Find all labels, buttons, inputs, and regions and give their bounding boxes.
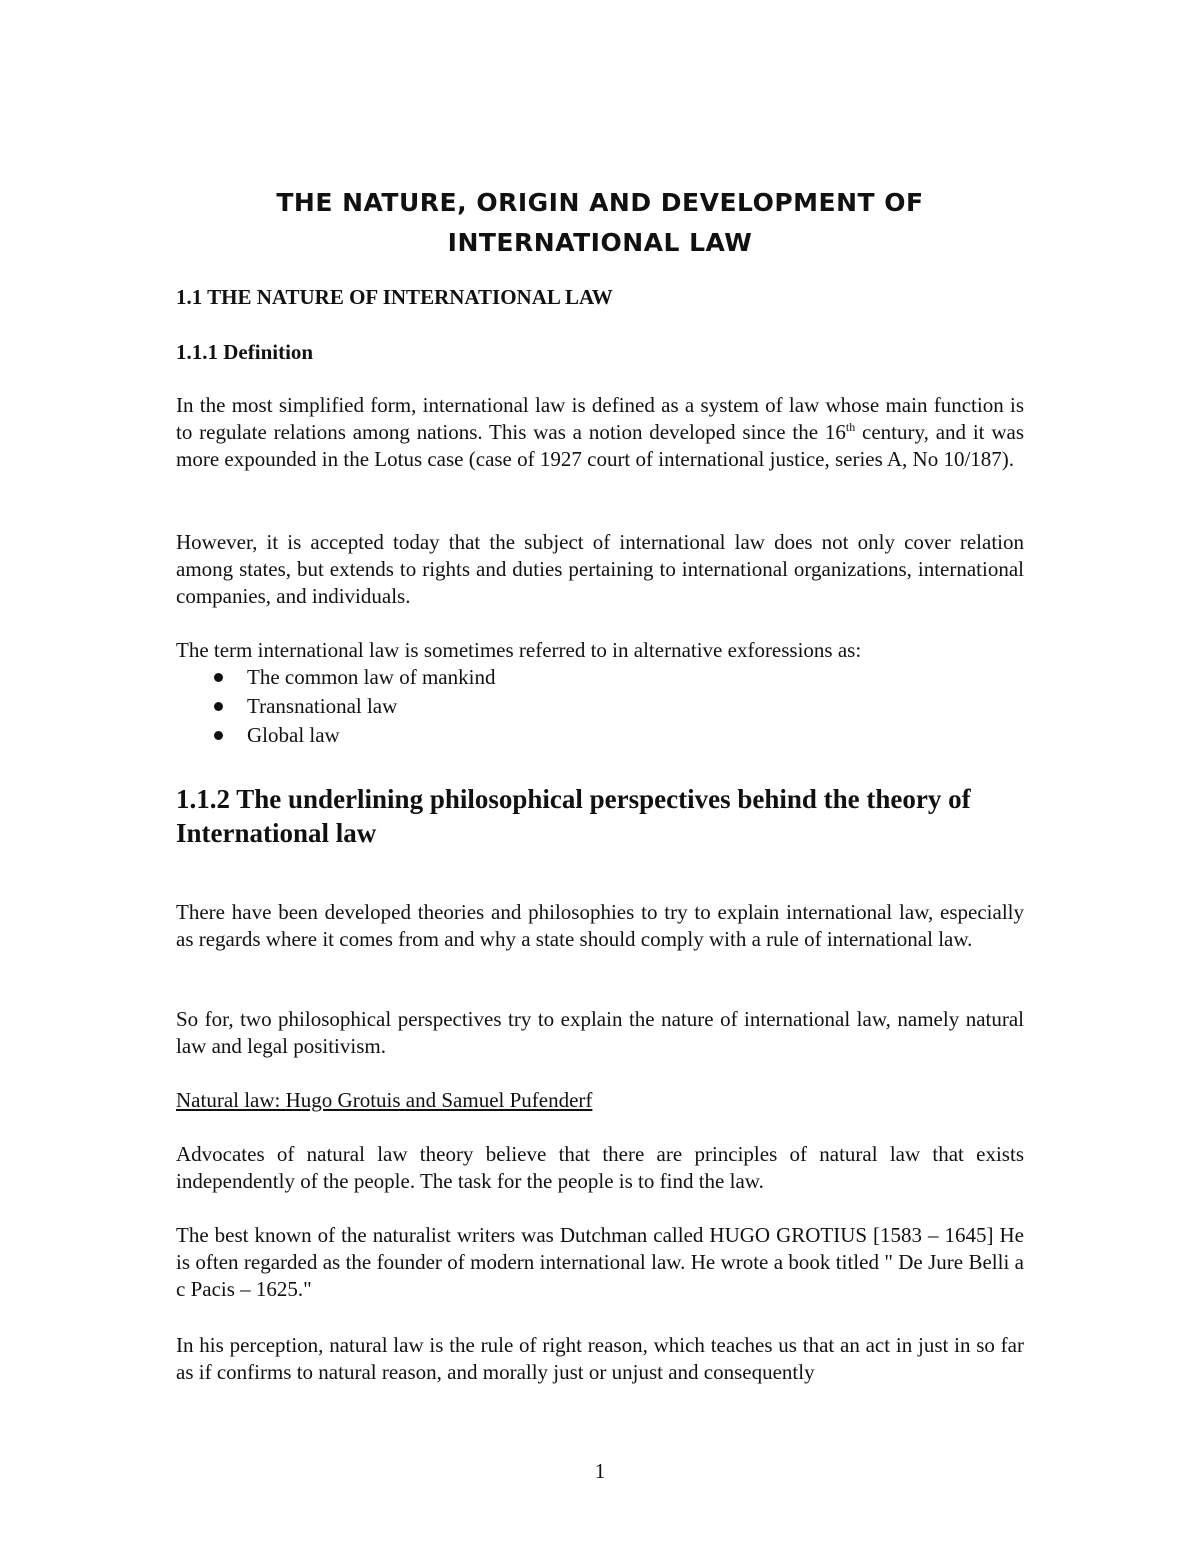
list-item (176, 663, 1024, 692)
best-known-paragraph: The best known of the naturalist writers was Dutchman called HUGO GROTIUS [1583 – 1645] He is often regarded as the founder of modern international law. He wrote a book titled " De Jure Belli a c Pacis – 1625." (176, 1223, 1024, 1301)
definition-text-part-1: In the most simplified form, international law is defined as a system of law whose main function is to regulate relations among nations. This was a notion developed since the 16 (176, 393, 1024, 444)
so-for-paragraph: So for, two philosophical perspectives try to explain the nature of international law, namely natural law and legal positivism. (176, 1007, 1024, 1058)
document-title-line-1: THE NATURE, ORIGIN AND DEVELOPMENT OF (276, 188, 924, 217)
list-item (176, 721, 1024, 750)
alternative-expressions-list (176, 663, 1024, 750)
bullet-icon (214, 702, 223, 711)
term-intro-paragraph: The term international law is sometimes referred to in alternative exforessions as: (176, 638, 862, 662)
advocates-paragraph: Advocates of natural law theory believe that there are principles of natural law that exists independently of the people. The task for the people is to find the law. (176, 1142, 1024, 1193)
ordinal-superscript: th (845, 420, 856, 434)
list-item (176, 692, 1024, 721)
page-number: 1 (594, 1459, 606, 1483)
however-paragraph: However, it is accepted today that the subject of international law does not only cover relation among states, but extends to rights and duties pertaining to international organizations, international companies, and individuals. (176, 530, 1024, 608)
definition-paragraph (176, 392, 1024, 473)
perception-paragraph: In his perception, natural law is the rule of right reason, which teaches us that an act in just in so far as if confirms to natural reason, and morally just or unjust and consequently (176, 1333, 1024, 1384)
list-item-text: Global law (247, 723, 340, 747)
document-title-line-2: INTERNATIONAL LAW (447, 228, 753, 257)
natural-law-subheading: Natural law: Hugo Grotuis and Samuel Pufenderf (176, 1088, 593, 1112)
bullet-icon (214, 731, 223, 740)
section-heading-1-1: 1.1 THE NATURE OF INTERNATIONAL LAW (176, 285, 613, 309)
bullet-icon (214, 673, 223, 682)
definition-text-part-2: century, and it was more expounded in the Lotus case (case of 1927 court of international justice, series A, No 10/187). (176, 420, 1024, 471)
list-item-text: Transnational law (247, 694, 398, 718)
theories-paragraph: There have been developed theories and philosophies to try to explain international law, especially as regards where it comes from and why a state should comply with a rule of international law. (176, 900, 1024, 951)
section-heading-1-1-1: 1.1.1 Definition (176, 340, 314, 364)
section-heading-1-1-2: 1.1.2 The underlining philosophical perspectives behind the theory of International law (176, 784, 971, 848)
list-item-text: The common law of mankind (247, 665, 496, 689)
